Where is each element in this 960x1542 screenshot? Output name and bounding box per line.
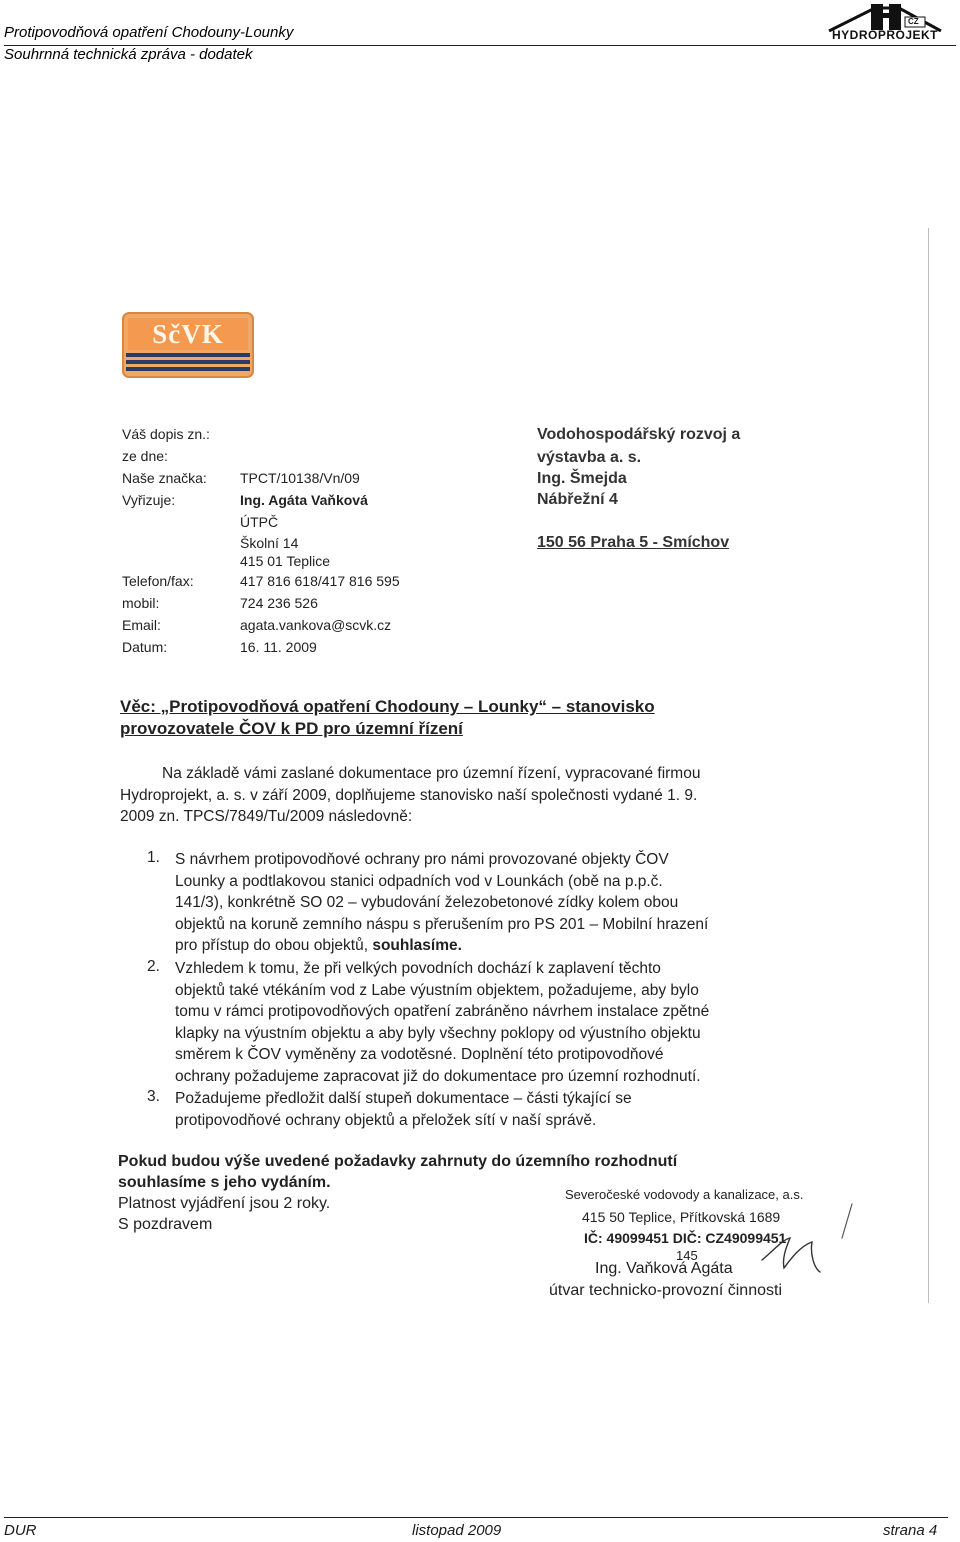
stamp-ids: IČ: 49099451 DIČ: CZ49099451 <box>584 1230 787 1246</box>
stamp-address: 415 50 Teplice, Přítkovská 1689 <box>582 1209 781 1225</box>
meta-label-date: Datum: <box>122 639 168 655</box>
closing-greeting: S pozdravem <box>118 1216 213 1233</box>
intro-line1: Na základě vámi zaslané dokumentace pro územní řízení, vypracované firmou <box>162 765 701 782</box>
recipient-street: Nábřežní 4 <box>537 491 618 508</box>
list-item-2 <box>175 958 709 1087</box>
meta-label-email: Email: <box>122 617 161 633</box>
recipient-person: Ing. Šmejda <box>537 470 627 487</box>
scvk-logo <box>122 312 254 378</box>
list-item-1-agreement: souhlasíme. <box>372 937 462 954</box>
closing-condition-line1: Pokud budou výše uvedené požadavky zahrnuty do územního rozhodnutí <box>118 1153 678 1170</box>
intro-line3: 2009 zn. TPCS/7849/Tu/2009 následovně: <box>120 808 413 825</box>
meta-label-mobile: mobil: <box>122 595 160 611</box>
header-rule <box>4 45 956 46</box>
meta-value-department: ÚTPČ <box>240 514 279 530</box>
list-item-3-line2: protipovodňové ochrany objektů a přeložek sítí v naší správě. <box>175 1111 597 1129</box>
signature-scribble <box>760 1198 870 1284</box>
list-item-3-number: 3. <box>147 1088 160 1105</box>
list-item-1 <box>175 849 708 957</box>
signature-department: útvar technicko-provozní činnosti <box>549 1282 782 1299</box>
list-item-2-line3: tomu v rámci protipovodňových opatření zabráněno návrhem instalace zpětné <box>175 1003 710 1020</box>
list-item-2-line4: klapky na výustním objektu a aby byly všechny poklopy od výustního objektu <box>175 1024 701 1042</box>
stamp-company: Severočeské vodovody a kanalizace, a.s. <box>565 1187 804 1202</box>
list-item-2-line2: objektů také vtékáním vod z Labe výustním objektem, požadujeme, aby bylo <box>175 981 699 999</box>
hydroprojekt-badge: CZ <box>908 17 919 26</box>
meta-value-handled-by: Ing. Agáta Vaňková <box>240 492 368 508</box>
stamp-number: 145 <box>676 1248 698 1263</box>
meta-value-date: 16. 11. 2009 <box>240 639 317 655</box>
header-subtitle: Souhrnná technická zpráva - dodatek <box>4 46 253 63</box>
meta-label-phone: Telefon/fax: <box>122 573 194 589</box>
header-project-title: Protipovodňová opatření Chodouny-Lounky <box>4 24 294 41</box>
signature-name: Ing. Vaňková Agáta <box>595 1260 733 1277</box>
list-item-3 <box>175 1088 632 1131</box>
closing-validity: Platnost vyjádření jsou 2 roky. <box>118 1195 331 1212</box>
list-item-1-line5-plain: pro přístup do obou objektů, <box>175 937 373 954</box>
list-item-1-line5 <box>175 935 708 957</box>
recipient-company-line1: Vodohospodářský rozvoj a <box>537 426 741 443</box>
scvk-logo-text: SčVK <box>152 319 224 349</box>
list-item-1-line1: S návrhem protipovodňové ochrany pro námi provozované objekty ČOV <box>175 851 669 868</box>
footer-date: listopad 2009 <box>412 1522 502 1539</box>
scan-edge <box>928 228 929 1303</box>
list-item-1-line3: 141/3), konkrétně SO 02 – vybudování železobetonové zídky kolem obou <box>175 894 679 911</box>
meta-label-our-ref: Naše značka: <box>122 470 207 486</box>
closing-condition-line2: souhlasíme s jeho vydáním. <box>118 1174 331 1191</box>
subject-line2: provozovatele ČOV k PD pro územní řízení <box>120 719 463 738</box>
meta-label-date-of: ze dne: <box>122 448 168 464</box>
recipient-city: 150 56 Praha 5 - Smíchov <box>537 534 730 551</box>
meta-value-mobile: 724 236 526 <box>240 595 318 611</box>
list-item-2-line6: ochrany požadujeme zapracovat již do dokumentace pro územní rozhodnutí. <box>175 1067 701 1085</box>
list-item-1-line2: Lounky a podtlakovou stanici odpadních vod v Lounkách (obě na p.p.č. <box>175 872 663 890</box>
intro-line2: Hydroprojekt, a. s. v září 2009, doplňujeme stanovisko naší společnosti vydané 1. 9. <box>120 787 698 804</box>
list-item-2-line5: směrem k ČOV vyměněny za vodotěsné. Doplnění této protipovodňové <box>175 1046 664 1063</box>
hydroprojekt-logo <box>825 2 945 44</box>
list-item-2-number: 2. <box>147 958 160 975</box>
meta-value-street: Školní 14 <box>240 535 299 551</box>
footer-rule <box>4 1517 948 1518</box>
list-item-1-number: 1. <box>147 849 160 866</box>
subject-line1: Věc: „Protipovodňová opatření Chodouny – Lounky“ – stanovisko <box>120 697 655 716</box>
list-item-1-line4: objektů na koruně zemního náspu s přerušením pro PS 201 – Mobilní hrazení <box>175 915 709 933</box>
meta-value-email: agata.vankova@scvk.cz <box>240 617 392 633</box>
meta-label-handled-by: Vyřizuje: <box>122 492 176 508</box>
footer-doc-type: DUR <box>4 1522 37 1539</box>
footer-page-number: strana 4 <box>883 1522 938 1539</box>
meta-label-your-ref: Váš dopis zn.: <box>122 426 210 442</box>
meta-value-phone: 417 816 618/417 816 595 <box>240 573 400 589</box>
list-item-2-line1: Vzhledem k tomu, že při velkých povodních dochází k zaplavení těchto <box>175 960 661 977</box>
recipient-company-line2: výstavba a. s. <box>537 449 642 466</box>
hydroprojekt-logo-text: HYDROPROJEKT <box>831 28 938 42</box>
list-item-3-line1: Požadujeme předložit další stupeň dokumentace – části týkající se <box>175 1090 632 1107</box>
meta-value-our-ref: TPCT/10138/Vn/09 <box>240 470 360 486</box>
meta-value-city: 415 01 Teplice <box>240 553 331 569</box>
